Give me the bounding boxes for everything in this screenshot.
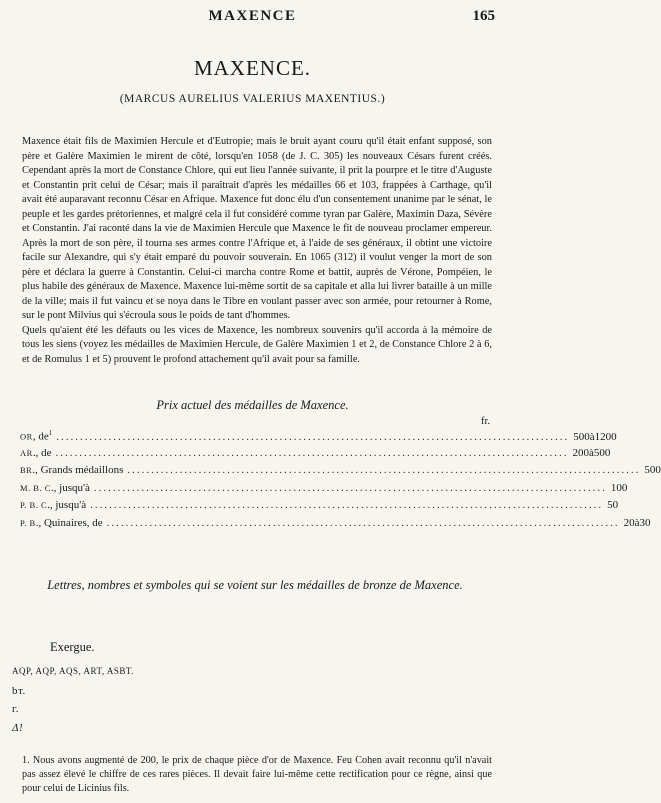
biography-paragraph-1: Maxence était fils de Maximien Hercule et d'Eutropie; mais le bruit ayant couru qu'il était enfant supposé, son père et Galère Maximien le mirent de côté, lorsqu'en 1058 (de J. C. 305) les nouveaux Césars furent créés. Cependant après la mort de Constance Chlore, qui eut lieu l'année suivante, il prit la pourpre et le titre d'Auguste et Constantin prit celui de César; mais il paraîtrait d'après les médailles 66 et 103, frappées à Carthage, qu'il avait été auparavant reconnu César en Afrique. Maxence fut donc élu d'un consentement unanime par le sénat, le peuple et les gardes prétoriennes, et malgré cela il fut considéré comme tyran par Galère, Maximin Daza, Sévère et Constantin. J'ai raconté dans la vie de Maximien Hercule que Maxence le fit de nouveau proclamer empereur. Après la mort de son père, il tourna ses armes contre l'Afrique et, à l'aide de ses généraux, il obtint une victoire facile sur Alexandre, qui s'y était emparé du pouvoir souverain. En 1065 (312) il voulut venger la mort de son père et déclara la guerre à Constantin. Celui-ci marcha contre Rome et battit, auprès de Vérone, Pompéien, le plus habile des généraux de Maxence. Maxence lui-même sortit de sa capitale et alla lui livrer bataille à un mille de la ville; mais il fut vaincu et se noya dans le Tibre en voulant passer avec son armée, pour retourner à Rome, sur le pont Milvius qui s'écroula sous le poids de tant d'hommes. [22,136,492,321]
biography-paragraph-2: Quels qu'aient été les défauts ou les vices de Maxence, les nombreux souvenirs qu'il accorda à la mémoire de tous les siens (voyez les médailles de Maximien Hercule, de Galère Maximien 1 et 2, de Constance Chlore 2 à 6, et de Romulus 1 et 5) prouvent le profond attachement qu'il avait pour sa famille. [22,324,492,365]
price-a: à [588,446,594,459]
page-number: 165 [472,8,495,24]
page-subtitle: (MARCUS AURELIUS VALERIUS MAXENTIUS.) [119,93,386,105]
price-label [20,464,123,476]
price-label-text: , de [32,430,49,443]
price-label-text: ., Quinaires, de [35,516,103,529]
exergue-line: г. [12,703,20,715]
price-a: à [634,516,640,529]
biography [22,135,492,367]
footnote: 1. Nous avons augmenté de 200, le prix de chaque pièce d'or de Maxence. Feu Cohen avait reconnu qu'il n'avait pas assez élevé le chiffre de ces rares pièces. Il devait faire lui-même cette rectification pour ce règne, ainsi que pour celui de Licinius fils. [22,755,492,794]
price-low: 200 [572,446,589,459]
price-row [20,499,619,517]
price-high: 1200 [594,430,617,443]
exergue-line: Δ! [12,721,24,734]
leader-dots: ............................................................................................................ [106,516,620,529]
price-label-text: ., jusqu'à [50,481,90,494]
price-row [20,464,661,482]
price-table [20,416,661,534]
metal-abbr: P. B [20,517,36,528]
price-label-text: ., Grands médaillons [32,464,124,476]
metal-abbr: P. B. C [20,500,48,510]
metal-abbr: AR [20,447,33,458]
exergue-line: AQP, AQP, AQS, ART, ASBT. [12,666,134,676]
price-label [20,499,86,511]
price-row [20,481,628,500]
price-a: à [589,430,595,443]
metal-abbr: OR [20,431,33,442]
page-title: MAXENCE. [193,56,312,80]
page-header [0,6,505,26]
price-low: 20 [623,516,635,529]
footnote-ref: 1 [48,429,53,437]
price-label [20,429,52,443]
metal-abbr: M. B. C [20,482,51,493]
price-label [20,447,51,459]
leader-dots: ............................................................................................................ [93,481,607,494]
leader-dots: ............................................................................................................ [56,430,570,443]
exergue-line: bт. [12,684,26,697]
price-high: 500 [644,464,661,476]
price-high: 100 [610,481,628,494]
leader-dots: ............................................................................................................ [90,499,604,511]
price-high: 30 [639,516,651,529]
running-title: MAXENCE [208,8,297,24]
price-label [20,517,103,529]
prices-heading: Prix actuel des médailles de Maxence. [156,398,349,412]
price-high: 50 [607,499,619,511]
currency-unit: fr. [480,416,490,427]
price-label-text: ., de [32,446,52,459]
price-label [20,482,90,494]
price-row [20,446,611,465]
price-label-text: ., jusqu'à [47,499,87,511]
leader-dots: ............................................................................................................ [55,446,569,459]
price-high: 500 [593,446,611,459]
exergue-label: Exergue. [50,640,95,654]
price-row [20,516,651,535]
price-low: 500 [573,430,590,443]
leader-dots: ............................................................................................................ [127,464,641,476]
metal-abbr: BR [20,465,33,475]
symbols-heading: Lettres, nombres et symboles qui se voient sur les médailles de bronze de Maxence. [47,578,463,592]
price-row [20,429,617,447]
exergue-list [12,666,134,740]
